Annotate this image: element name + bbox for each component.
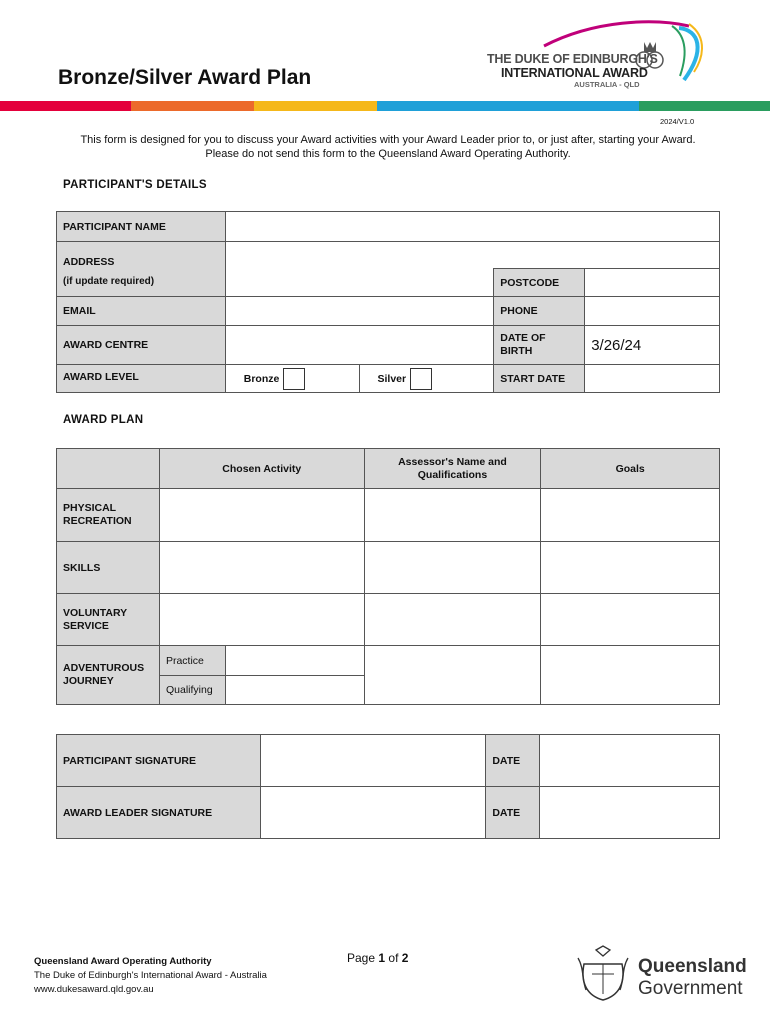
page-title: Bronze/Silver Award Plan [58,66,312,89]
award-centre-label: AWARD CENTRE [57,326,226,365]
band-yellow [254,101,377,111]
participant-heading: PARTICIPANT'S DETAILS [63,179,207,191]
phone-label: PHONE [494,297,585,326]
email-field[interactable] [225,297,494,326]
qualifying-field[interactable] [225,676,364,705]
qld-crest-icon [574,944,632,1002]
award-plan-table [56,448,720,705]
postcode-label: POSTCODE [494,269,585,297]
silver-option [359,365,494,393]
physical-activity-field[interactable] [159,489,364,542]
postcode-field[interactable] [585,269,720,297]
band-red [0,101,131,111]
color-band [0,101,770,111]
participant-name-label: PARTICIPANT NAME [57,212,226,242]
participant-date-field[interactable] [540,735,720,787]
practice-label: Practice [159,646,225,676]
participant-name-field[interactable] [225,212,719,242]
address-field[interactable] [225,242,719,269]
skills-activity-field[interactable] [159,542,364,594]
col-goals: Goals [541,449,720,489]
address-label: ADDRESS (if update required) [57,242,226,297]
physical-assessor-field[interactable] [364,489,541,542]
bronze-checkbox[interactable] [283,368,305,390]
qgov-text-line2: Government [638,978,743,999]
address-field-line2[interactable] [225,269,494,297]
award-plan-heading: AWARD PLAN [63,414,144,426]
logo-text-line3: AUSTRALIA - QLD [574,80,640,89]
skills-assessor-field[interactable] [364,542,541,594]
band-green [639,101,770,111]
logo-text-line1: THE DUKE OF EDINBURGH'S [487,52,658,66]
intro-text: This form is designed for you to discuss your Award activities with your Award Leader prior to, or just after, starting your Award. Please do not send this form to the Queensland Award Operating Authority. [80,134,696,160]
footer-line2: The Duke of Edinburgh's International Award - Australia [34,970,267,981]
dofe-logo [484,20,714,98]
participant-signature-field[interactable] [260,735,486,787]
practice-field[interactable] [225,646,364,676]
plan-corner-cell [57,449,160,489]
physical-goals-field[interactable] [541,489,720,542]
qgov-text-line1: Queensland [638,956,747,977]
award-level-label: AWARD LEVEL [57,365,226,393]
participant-table [56,211,720,393]
leader-date-field[interactable] [540,787,720,839]
row-voluntary-service: VOLUNTARY SERVICE [57,594,160,646]
qualifying-label: Qualifying [159,676,225,705]
dob-label: DATE OF BIRTH [494,326,585,365]
row-adventurous-journey: ADVENTUROUS JOURNEY [57,646,160,705]
row-skills: SKILLS [57,542,160,594]
voluntary-assessor-field[interactable] [364,594,541,646]
bronze-option [225,365,359,393]
band-blue [377,101,639,111]
row-physical-recreation: PHYSICAL RECREATION [57,489,160,542]
signature-table [56,734,720,839]
qld-government-logo [574,944,754,1002]
footer-org: Queensland Award Operating Authority [34,956,212,967]
col-chosen-activity: Chosen Activity [159,449,364,489]
voluntary-activity-field[interactable] [159,594,364,646]
adventurous-goals-field[interactable] [541,646,720,705]
footer-website: www.dukesaward.qld.gov.au [34,984,154,995]
participant-date-label: DATE [486,735,540,787]
phone-field[interactable] [585,297,720,326]
start-date-field[interactable] [585,365,720,393]
leader-date-label: DATE [486,787,540,839]
start-date-label: START DATE [494,365,585,393]
silver-label: Silver [377,372,407,385]
leader-signature-label: AWARD LEADER SIGNATURE [57,787,261,839]
logo-text-line2: INTERNATIONAL AWARD [501,66,648,80]
adventurous-assessor-field[interactable] [364,646,541,705]
col-assessor: Assessor's Name and Qualifications [364,449,541,489]
leader-signature-field[interactable] [260,787,486,839]
voluntary-goals-field[interactable] [541,594,720,646]
skills-goals-field[interactable] [541,542,720,594]
email-label: EMAIL [57,297,226,326]
page-number: Page 1 of 2 [347,951,409,965]
award-centre-field[interactable] [225,326,494,365]
participant-signature-label: PARTICIPANT SIGNATURE [57,735,261,787]
dob-field[interactable]: 3/26/24 [585,326,720,365]
band-orange [131,101,254,111]
silver-checkbox[interactable] [410,368,432,390]
bronze-label: Bronze [243,372,280,385]
version-label: 2024/V1.0 [660,117,695,126]
